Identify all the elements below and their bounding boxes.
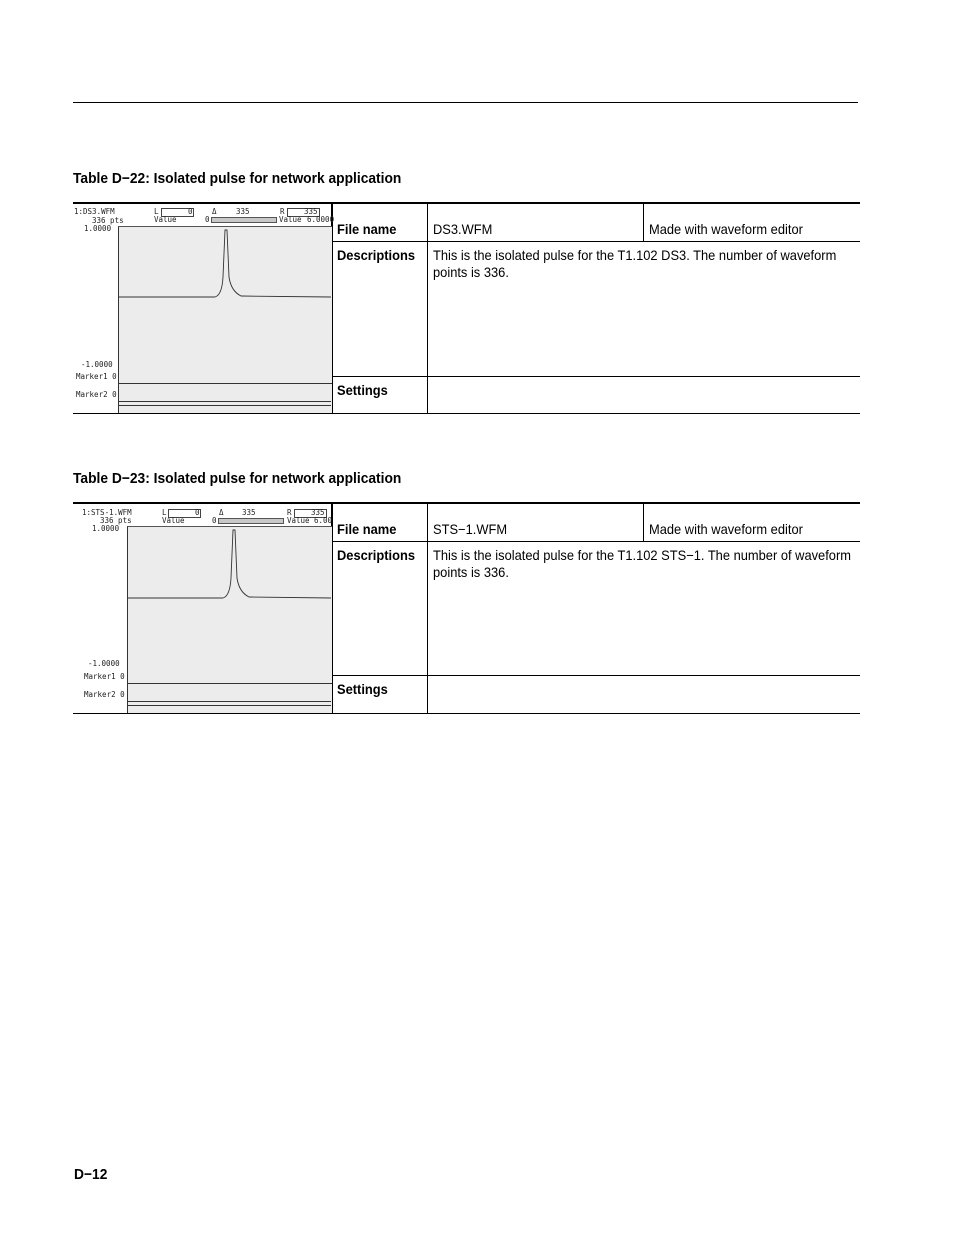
wf-r-value: 335 [311, 508, 325, 517]
wf-marker1-label: Marker1 0 [76, 372, 117, 381]
description-text: This is the isolated pulse for the T1.102 STS−1. The number of waveform points is 336. [433, 547, 851, 580]
wf-points: 336 pts [100, 516, 132, 525]
wf-marker-area [118, 383, 332, 413]
file-name-label: File name [337, 521, 397, 537]
file-note: Made with waveform editor [649, 221, 803, 237]
wf-marker-area [127, 683, 332, 713]
wf-marker2-label: Marker2 0 [76, 390, 117, 399]
file-note: Made with waveform editor [649, 521, 803, 537]
table-d22 [73, 202, 860, 414]
settings-label: Settings [337, 382, 388, 398]
wf-l-label: L [154, 207, 159, 216]
table-d23 [73, 502, 860, 714]
wf-range-bar [211, 217, 277, 223]
page-number: D−12 [74, 1166, 108, 1183]
wf-delta-value: 335 [242, 508, 256, 517]
wf-title: 1:STS-1.WFM [82, 508, 132, 517]
wf-pulse-trace [128, 527, 331, 683]
wf-title: 1:DS3.WFM [74, 207, 115, 216]
file-name-value: STS−1.WFM [433, 521, 508, 537]
descriptions-label: Descriptions [337, 247, 416, 263]
wf-value-right-label: Value [279, 215, 302, 224]
wf-delta-value: 335 [236, 207, 250, 216]
wf-r-label: R [287, 508, 292, 517]
wf-value-right: 6.00 [314, 516, 333, 525]
wf-l-value: 0 [188, 207, 193, 216]
waveform-screenshot-ds3 [74, 207, 335, 412]
settings-label: Settings [337, 681, 388, 697]
wf-y-max: 1.0000 [92, 524, 120, 533]
table-caption-d23: Table D−23: Isolated pulse for network application [73, 470, 402, 487]
wf-l-label: L [162, 508, 167, 517]
wf-r-label: R [280, 207, 285, 216]
wf-value-left: 0 [205, 215, 210, 224]
wf-delta-label: Δ [219, 508, 224, 517]
wf-range-bar [218, 518, 284, 524]
waveform-screenshot-sts1 [82, 508, 331, 712]
file-name-value: DS3.WFM [433, 221, 493, 237]
file-name-label: File name [337, 221, 397, 237]
wf-r-value: 335 [304, 207, 318, 216]
wf-y-min: -1.0000 [81, 360, 113, 369]
header-rule [73, 102, 858, 103]
wf-marker2-label: Marker2 0 [84, 690, 125, 699]
wf-y-max: 1.0000 [84, 224, 112, 233]
wf-value-left-label: Value [162, 516, 185, 525]
description-text: This is the isolated pulse for the T1.102 DS3. The number of waveform points is 336. [433, 247, 837, 280]
wf-pulse-trace [119, 227, 331, 383]
wf-marker1-label: Marker1 0 [84, 672, 125, 681]
descriptions-label: Descriptions [337, 547, 416, 563]
wf-delta-label: Δ [212, 207, 217, 216]
wf-value-left: 0 [212, 516, 217, 525]
wf-value-left-label: Value [154, 215, 177, 224]
wf-y-min: -1.0000 [88, 659, 120, 668]
wf-l-value: 0 [195, 508, 200, 517]
table-caption-d22: Table D−22: Isolated pulse for network application [73, 170, 402, 187]
wf-value-right: 6.0000 [307, 215, 335, 224]
wf-value-right-label: Value [287, 516, 310, 525]
wf-points: 336 pts [92, 216, 124, 225]
